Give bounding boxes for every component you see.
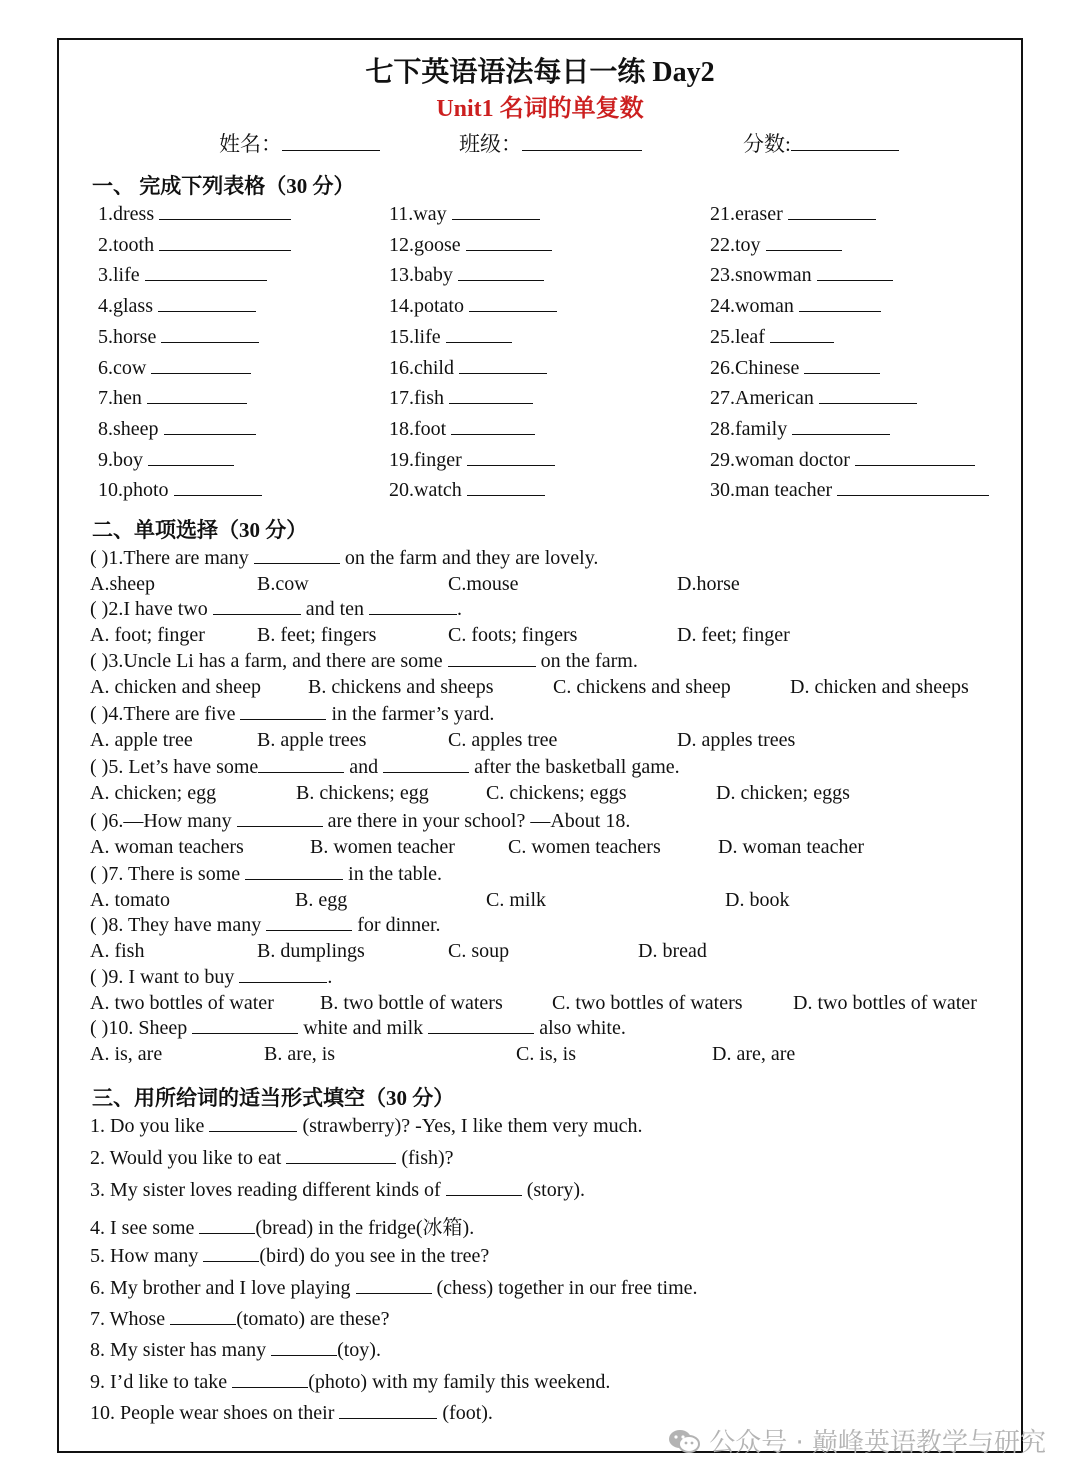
answer-blank[interactable] bbox=[467, 479, 545, 496]
question-text: ( )5. Let’s have some bbox=[90, 756, 259, 778]
answer-blank[interactable] bbox=[819, 387, 917, 404]
fill-item bbox=[90, 1245, 489, 1268]
fill-item-text: 8. My sister has many bbox=[90, 1339, 272, 1361]
answer-blank[interactable] bbox=[383, 756, 469, 773]
fill-item-text: 10. People wear shoes on their bbox=[90, 1402, 340, 1424]
table-item-word: 30.man teacher bbox=[710, 479, 838, 502]
table-item bbox=[710, 479, 989, 502]
answer-blank[interactable] bbox=[459, 357, 547, 374]
fill-item bbox=[90, 1402, 493, 1425]
answer-blank[interactable] bbox=[799, 295, 881, 312]
fill-item bbox=[90, 1211, 474, 1240]
table-item bbox=[389, 418, 535, 441]
table-item bbox=[98, 264, 267, 287]
question-text: ( )7. There is some bbox=[90, 863, 246, 885]
table-item-word: 8.sheep bbox=[98, 417, 164, 440]
table-item-word: 14.potato bbox=[389, 295, 469, 318]
answer-blank[interactable] bbox=[466, 234, 552, 251]
question-text: . bbox=[457, 598, 463, 620]
table-item-word: 16.child bbox=[389, 356, 459, 379]
question-text: for dinner. bbox=[352, 914, 441, 936]
table-item bbox=[98, 357, 251, 380]
fill-item-text: 1. Do you like bbox=[90, 1115, 210, 1137]
answer-blank[interactable] bbox=[192, 1017, 298, 1034]
answer-option[interactable]: B.cow bbox=[257, 573, 309, 595]
answer-option[interactable]: A. chicken and sheep bbox=[90, 676, 262, 698]
fill-item-text: 3. My sister loves reading different kinds of bbox=[90, 1179, 446, 1201]
question-text: ( )1.There are many bbox=[90, 547, 254, 569]
fill-item-text: (story). bbox=[521, 1179, 586, 1201]
question-stem bbox=[90, 810, 630, 833]
answer-option[interactable]: A. chicken; egg bbox=[90, 782, 217, 804]
table-item-word: 29.woman doctor bbox=[710, 448, 855, 471]
question-stem bbox=[90, 1017, 626, 1040]
question-text: ( )8. They have many bbox=[90, 914, 267, 936]
table-item bbox=[389, 264, 544, 287]
answer-blank[interactable] bbox=[467, 449, 555, 466]
table-item bbox=[98, 479, 262, 502]
table-item bbox=[710, 203, 876, 226]
question-text: on the farm and they are lovely. bbox=[339, 547, 599, 569]
table-item bbox=[98, 203, 291, 226]
table-item bbox=[98, 418, 256, 441]
table-item bbox=[389, 449, 555, 472]
answer-blank[interactable] bbox=[788, 203, 876, 220]
answer-option[interactable]: D. apples trees bbox=[677, 729, 796, 751]
question-stem bbox=[90, 650, 638, 673]
fill-item-text: 6. My brother and I love playing bbox=[90, 1277, 356, 1299]
answer-blank[interactable] bbox=[446, 326, 512, 343]
answer-blank[interactable] bbox=[449, 387, 533, 404]
table-item bbox=[710, 357, 880, 380]
answer-option[interactable]: B. chickens; egg bbox=[296, 782, 429, 804]
table-item-word: 10.photo bbox=[98, 479, 174, 502]
score-field[interactable]: 分数: bbox=[743, 128, 899, 158]
answer-blank[interactable] bbox=[766, 234, 842, 251]
answer-blank[interactable] bbox=[240, 703, 326, 720]
table-item-word: 24.woman bbox=[710, 295, 799, 318]
answer-option[interactable]: B. dumplings bbox=[257, 940, 365, 962]
answer-blank[interactable] bbox=[151, 357, 251, 374]
table-item bbox=[710, 387, 917, 410]
fill-item-text: (photo) with my family this weekend. bbox=[308, 1371, 611, 1393]
answer-blank[interactable] bbox=[286, 1147, 396, 1164]
answer-blank[interactable] bbox=[271, 1339, 337, 1356]
answer-blank[interactable] bbox=[148, 449, 234, 466]
class-field[interactable]: 班级： bbox=[459, 128, 642, 158]
question-text: ( )6.—How many bbox=[90, 810, 237, 832]
answer-option[interactable]: A. two bottles of water bbox=[90, 992, 274, 1014]
table-item-word: 26.Chinese bbox=[710, 356, 805, 379]
answer-blank[interactable] bbox=[232, 1371, 308, 1388]
question-stem bbox=[90, 863, 442, 886]
question-text: ( )9. I want to buy bbox=[90, 966, 240, 988]
answer-option[interactable]: C. milk bbox=[486, 889, 547, 911]
answer-blank[interactable] bbox=[213, 598, 301, 615]
table-item-word: 27.American bbox=[710, 387, 819, 410]
answer-blank[interactable] bbox=[817, 264, 893, 281]
table-item bbox=[98, 326, 259, 349]
answer-blank[interactable] bbox=[170, 1308, 236, 1325]
table-item bbox=[389, 326, 512, 349]
table-item-word: 28.family bbox=[710, 417, 793, 440]
answer-option[interactable]: A. fish bbox=[90, 940, 145, 962]
fill-item-text: 5. How many bbox=[90, 1245, 204, 1267]
answer-option[interactable]: D. are, are bbox=[712, 1043, 796, 1065]
answer-blank[interactable] bbox=[458, 264, 544, 281]
answer-option[interactable]: C. is, is bbox=[516, 1043, 577, 1065]
table-item bbox=[710, 295, 881, 318]
answer-blank[interactable] bbox=[804, 357, 880, 374]
fill-item bbox=[90, 1147, 454, 1170]
answer-blank[interactable] bbox=[451, 418, 535, 435]
answer-option[interactable]: D. woman teacher bbox=[718, 836, 865, 858]
answer-option[interactable]: B. feet; fingers bbox=[257, 624, 377, 646]
table-item-word: 12.goose bbox=[389, 233, 466, 256]
question-text: ( )4.There are five bbox=[90, 703, 241, 725]
answer-option[interactable]: B. apple trees bbox=[257, 729, 367, 751]
answer-option[interactable]: D. feet; finger bbox=[677, 624, 790, 646]
answer-blank[interactable] bbox=[258, 756, 344, 773]
answer-option[interactable]: B. two bottle of waters bbox=[320, 992, 503, 1014]
fill-item-text: (bird) do you see in the tree? bbox=[259, 1245, 490, 1267]
question-text: in the farmer’s yard. bbox=[326, 703, 495, 725]
answer-option[interactable]: A. foot; finger bbox=[90, 624, 205, 646]
table-item-word: 4.glass bbox=[98, 295, 158, 318]
question-text: white and milk bbox=[298, 1017, 429, 1039]
question-stem bbox=[90, 547, 598, 570]
answer-blank[interactable] bbox=[428, 1017, 534, 1034]
answer-option[interactable]: C. two bottles of waters bbox=[552, 992, 743, 1014]
answer-option[interactable]: C. chickens; eggs bbox=[486, 782, 627, 804]
fill-item-text: (foot). bbox=[437, 1402, 493, 1424]
wechat-icon bbox=[667, 1427, 701, 1455]
fill-item bbox=[90, 1371, 610, 1394]
table-item bbox=[98, 387, 247, 410]
table-item-word: 20.watch bbox=[389, 479, 467, 502]
table-item bbox=[98, 295, 256, 318]
fill-item bbox=[90, 1277, 698, 1300]
answer-option[interactable]: A. is, are bbox=[90, 1043, 163, 1065]
answer-option[interactable]: A. tomato bbox=[90, 889, 170, 911]
answer-blank[interactable] bbox=[369, 598, 457, 615]
answer-option[interactable]: C. women teachers bbox=[508, 836, 661, 858]
question-stem bbox=[90, 756, 680, 779]
table-item bbox=[710, 326, 834, 349]
answer-blank[interactable] bbox=[159, 234, 291, 251]
answer-blank[interactable] bbox=[448, 650, 536, 667]
question-text: and bbox=[344, 756, 384, 778]
table-item-word: 25.leaf bbox=[710, 325, 770, 348]
worksheet-subtitle: Unit1 名词的单复数 bbox=[436, 96, 644, 122]
answer-option[interactable]: A.sheep bbox=[90, 573, 155, 595]
fill-item-text: (tomato) are these? bbox=[236, 1308, 390, 1330]
answer-blank[interactable] bbox=[161, 326, 259, 343]
answer-blank[interactable] bbox=[356, 1277, 432, 1294]
fill-item bbox=[90, 1308, 389, 1331]
table-item bbox=[710, 418, 890, 441]
answer-blank[interactable] bbox=[203, 1245, 259, 1262]
question-text: on the farm. bbox=[535, 650, 638, 672]
answer-blank[interactable] bbox=[469, 295, 557, 312]
table-item-word: 7.hen bbox=[98, 387, 147, 410]
table-item-word: 17.fish bbox=[389, 387, 449, 410]
answer-option[interactable]: D. two bottles of water bbox=[793, 992, 977, 1014]
question-text: ( )3.Uncle Li has a farm, and there are some bbox=[90, 650, 448, 672]
question-text: are there in your school? —About 18. bbox=[322, 810, 631, 832]
table-item-word: 22.toy bbox=[710, 233, 766, 256]
watermark: 公众号 · 巅峰英语教学与研究 bbox=[667, 1422, 1046, 1459]
answer-blank[interactable] bbox=[164, 418, 256, 435]
answer-blank[interactable] bbox=[174, 479, 262, 496]
question-text: ( )10. Sheep bbox=[90, 1017, 193, 1039]
table-item bbox=[710, 264, 893, 287]
answer-blank[interactable] bbox=[446, 1179, 522, 1196]
answer-option[interactable]: A. apple tree bbox=[90, 729, 193, 751]
answer-option[interactable]: C. foots; fingers bbox=[448, 624, 578, 646]
answer-blank[interactable] bbox=[145, 264, 267, 281]
table-item-word: 18.foot bbox=[389, 417, 452, 440]
answer-option[interactable]: B. are, is bbox=[264, 1043, 336, 1065]
question-text: after the basketball game. bbox=[469, 756, 680, 778]
table-item-word: 11.way bbox=[389, 203, 452, 225]
answer-option[interactable]: D. chicken; eggs bbox=[716, 782, 850, 804]
table-item bbox=[389, 234, 552, 257]
answer-option[interactable]: C. chickens and sheep bbox=[553, 676, 731, 698]
answer-blank[interactable] bbox=[209, 1115, 297, 1132]
table-item bbox=[710, 234, 842, 257]
answer-blank[interactable] bbox=[792, 418, 890, 435]
worksheet-title: 七下英语语法每日一练 Day2 bbox=[365, 57, 715, 88]
table-item-word: 13.baby bbox=[389, 264, 458, 287]
fill-item-text: 2. Would you like to eat bbox=[90, 1147, 287, 1169]
table-item-word: 1.dress bbox=[98, 203, 160, 225]
question-text: ( )2.I have two bbox=[90, 598, 213, 620]
answer-blank[interactable] bbox=[837, 479, 989, 496]
table-item-word: 15.life bbox=[389, 325, 446, 348]
table-item-word: 21.eraser bbox=[710, 203, 788, 225]
table-item-word: 5.horse bbox=[98, 325, 162, 348]
answer-blank[interactable] bbox=[245, 863, 343, 880]
answer-blank[interactable] bbox=[199, 1217, 255, 1234]
fill-item-text: (chess) together in our free time. bbox=[431, 1277, 698, 1299]
table-item bbox=[389, 295, 557, 318]
question-text: in the table. bbox=[343, 863, 443, 885]
answer-blank[interactable] bbox=[266, 914, 352, 931]
table-item-word: 19.finger bbox=[389, 448, 467, 471]
table-item bbox=[389, 203, 540, 226]
answer-option[interactable]: B. women teacher bbox=[310, 836, 455, 858]
table-item bbox=[389, 479, 545, 502]
question-text: . bbox=[327, 966, 333, 988]
answer-blank[interactable] bbox=[254, 547, 340, 564]
table-item-word: 3.life bbox=[98, 264, 145, 287]
answer-option[interactable]: D. book bbox=[725, 889, 790, 911]
fill-item bbox=[90, 1179, 585, 1202]
question-stem bbox=[90, 914, 441, 937]
answer-option[interactable]: C. soup bbox=[448, 940, 510, 962]
fill-item-text: 7. Whose bbox=[90, 1308, 171, 1330]
answer-blank[interactable] bbox=[158, 295, 256, 312]
table-item bbox=[98, 449, 234, 472]
answer-option[interactable]: D.horse bbox=[677, 573, 740, 595]
answer-option[interactable]: B. egg bbox=[295, 889, 348, 911]
fill-item-text: (strawberry)? -Yes, I like them very much. bbox=[297, 1115, 643, 1137]
answer-blank[interactable] bbox=[237, 810, 323, 827]
answer-blank[interactable] bbox=[855, 449, 975, 466]
answer-option[interactable]: D. bread bbox=[638, 940, 707, 962]
answer-blank[interactable] bbox=[452, 203, 540, 220]
table-item bbox=[710, 449, 975, 472]
answer-option[interactable]: C. apples tree bbox=[448, 729, 558, 751]
question-text: also white. bbox=[534, 1017, 626, 1039]
question-stem bbox=[90, 598, 462, 621]
fill-item-text: 4. I see some bbox=[90, 1217, 200, 1239]
table-item bbox=[389, 357, 547, 380]
answer-blank[interactable] bbox=[339, 1402, 437, 1419]
table-item bbox=[98, 234, 291, 257]
fill-item-text: (bread) in the fridge(冰箱). bbox=[255, 1217, 475, 1239]
answer-option[interactable]: D. chicken and sheeps bbox=[790, 676, 969, 698]
fill-item bbox=[90, 1339, 381, 1362]
answer-option[interactable]: C.mouse bbox=[448, 573, 519, 595]
table-item-word: 2.tooth bbox=[98, 233, 160, 256]
answer-blank[interactable] bbox=[147, 387, 247, 404]
section2-heading: 二、单项选择（30 分） bbox=[92, 518, 308, 542]
fill-item bbox=[90, 1115, 643, 1138]
answer-blank[interactable] bbox=[159, 203, 291, 220]
section1-heading: 一、 完成下列表格（30 分） bbox=[92, 174, 355, 198]
table-item-word: 23.snowman bbox=[710, 264, 817, 287]
answer-blank[interactable] bbox=[239, 966, 327, 983]
answer-option[interactable]: B. chickens and sheeps bbox=[308, 676, 494, 698]
question-text: and ten bbox=[300, 598, 370, 620]
question-stem bbox=[90, 966, 332, 989]
name-field[interactable]: 姓名： bbox=[219, 128, 380, 158]
fill-item-text: 9. I’d like to take bbox=[90, 1371, 233, 1393]
question-stem bbox=[90, 703, 494, 726]
table-item-word: 6.cow bbox=[98, 356, 152, 379]
fill-item-text: (toy). bbox=[337, 1339, 381, 1361]
fill-item-text: (fish)? bbox=[396, 1147, 454, 1169]
answer-blank[interactable] bbox=[770, 326, 834, 343]
answer-option[interactable]: A. woman teachers bbox=[90, 836, 244, 858]
section3-heading: 三、用所给词的适当形式填空（30 分） bbox=[92, 1086, 455, 1110]
table-item-word: 9.boy bbox=[98, 448, 148, 471]
table-item bbox=[389, 387, 533, 410]
